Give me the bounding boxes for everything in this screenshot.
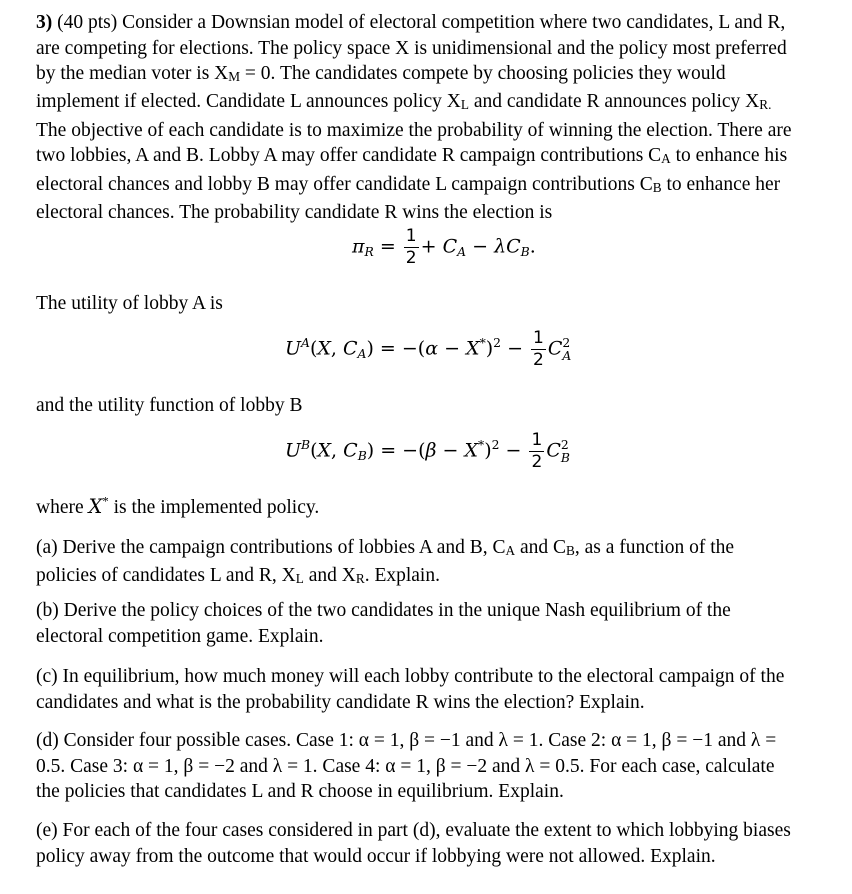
subscript-l: L bbox=[460, 97, 469, 113]
subscript-r: R. bbox=[759, 97, 772, 113]
part-c-line-2: candidates and what is the probability candidate R wins the election? Explain. bbox=[36, 691, 645, 713]
utility-a-intro: The utility of lobby A is bbox=[36, 293, 223, 314]
intro-text-6: two lobbies, A and B. Lobby A may offer candidate R campaign contributions C bbox=[36, 145, 662, 167]
problem-label: 3) bbox=[36, 12, 53, 33]
x-star: X bbox=[88, 495, 103, 518]
intro-line-3: by the median voter is XM = 0. The candidates compete by choosing policies they would bbox=[36, 63, 726, 84]
part-a-sub-a: A bbox=[505, 542, 516, 558]
equation-utility-a: $U^A(X$, $C_A) = -(\alpha - X^*)^2$ − $\frac{1}{2}$ C 2 A bbox=[285, 328, 572, 370]
equation-win-probability: $\pi_R$ = $\frac{1}{2}$ + $C_A - \lambda C_B$. bbox=[352, 226, 536, 268]
part-a-sub-r: R bbox=[355, 571, 365, 587]
subscript-b: B bbox=[652, 179, 662, 195]
part-a bbox=[36, 535, 836, 592]
intro-line-1 bbox=[36, 10, 836, 36]
intro-text-3: by the median voter is X bbox=[36, 63, 229, 84]
problem-text bbox=[36, 10, 836, 226]
intro-line-7: electoral chances and lobby B may offer candidate L campaign contributions CB to enhance her bbox=[36, 173, 781, 195]
part-a-text: (a) Derive the campaign contributions of lobbies A and B, C bbox=[36, 537, 506, 558]
intro-text-1: Consider a Downsian model of electoral competition where two candidates, L and R, bbox=[122, 12, 786, 33]
problem-points: (40 pts) bbox=[57, 12, 118, 33]
part-b-line-1: (b) Derive the policy choices of the two candidates in the unique Nash equilibrium of the bbox=[36, 600, 731, 621]
utility-b-intro: and the utility function of lobby B bbox=[36, 395, 303, 416]
part-a-line-1: (a) Derive the campaign contributions of lobbies A and B, CA and CB, as a function of the bbox=[36, 537, 735, 558]
part-e-line-1: (e) For each of the four cases considered in part (d), evaluate the extent to which lobbying biases bbox=[36, 820, 791, 841]
intro-text-7: electoral chances and lobby B may offer candidate L campaign contributions C bbox=[36, 173, 653, 195]
part-e-line-2: policy away from the outcome that would occur if lobbying were not allowed. Explain. bbox=[36, 845, 716, 867]
part-a-sub-l: L bbox=[295, 571, 304, 587]
intro-line-6: two lobbies, A and B. Lobby A may offer candidate R campaign contributions CA to enhance his bbox=[36, 145, 788, 167]
intro-text-4: implement if elected. Candidate L announces policy X bbox=[36, 91, 461, 113]
problem-intro bbox=[36, 10, 836, 226]
where-text: is the implemented policy. bbox=[113, 497, 320, 518]
part-d-line-1: (d) Consider four possible cases. Case 1: α = 1, β = −1 and λ = 1. Case 2: α = 1, β = −1 and λ = bbox=[36, 730, 777, 751]
intro-line-5: The objective of each candidate is to maximize the probability of winning the election. There are bbox=[36, 119, 792, 141]
intro-line-2: are competing for elections. The policy space X is unidimensional and the policy most preferred bbox=[36, 37, 787, 59]
part-b-line-2: electoral competition game. Explain. bbox=[36, 625, 324, 647]
where-line: where X* is the implemented policy. bbox=[36, 494, 320, 518]
part-b bbox=[36, 598, 836, 649]
median-subscript: M bbox=[228, 68, 241, 84]
part-d-line-2: 0.5. Case 3: α = 1, β = −2 and λ = 1. Case 4: α = 1, β = −2 and λ = 0.5. For each case, calculate bbox=[36, 755, 775, 777]
intro-text-3b: The candidates compete by choosing policies they would bbox=[279, 63, 726, 84]
part-c bbox=[36, 664, 836, 715]
part-c-line-1: (c) In equilibrium, how much money will each lobby contribute to the electoral campaign of the bbox=[36, 666, 785, 687]
part-d-line-3: the policies that candidates L and R choose in equilibrium. Explain. bbox=[36, 781, 564, 802]
subscript-a: A bbox=[661, 151, 671, 167]
part-d bbox=[36, 728, 836, 805]
part-a-sub-b: B bbox=[566, 542, 575, 558]
intro-line-4: implement if elected. Candidate L announces policy XL and candidate R announces policy XR. bbox=[36, 91, 772, 113]
equation-utility-b: $U^B(X$, $C_B) = -(\beta - X^*)^2$ − $\frac{1}{2}$ C 2 B bbox=[285, 430, 570, 472]
intro-line-8: electoral chances. The probability candidate R wins the election is bbox=[36, 202, 553, 224]
part-a-line-2: policies of candidates L and R, XL and XR. Explain. bbox=[36, 565, 440, 587]
part-e bbox=[36, 818, 836, 869]
